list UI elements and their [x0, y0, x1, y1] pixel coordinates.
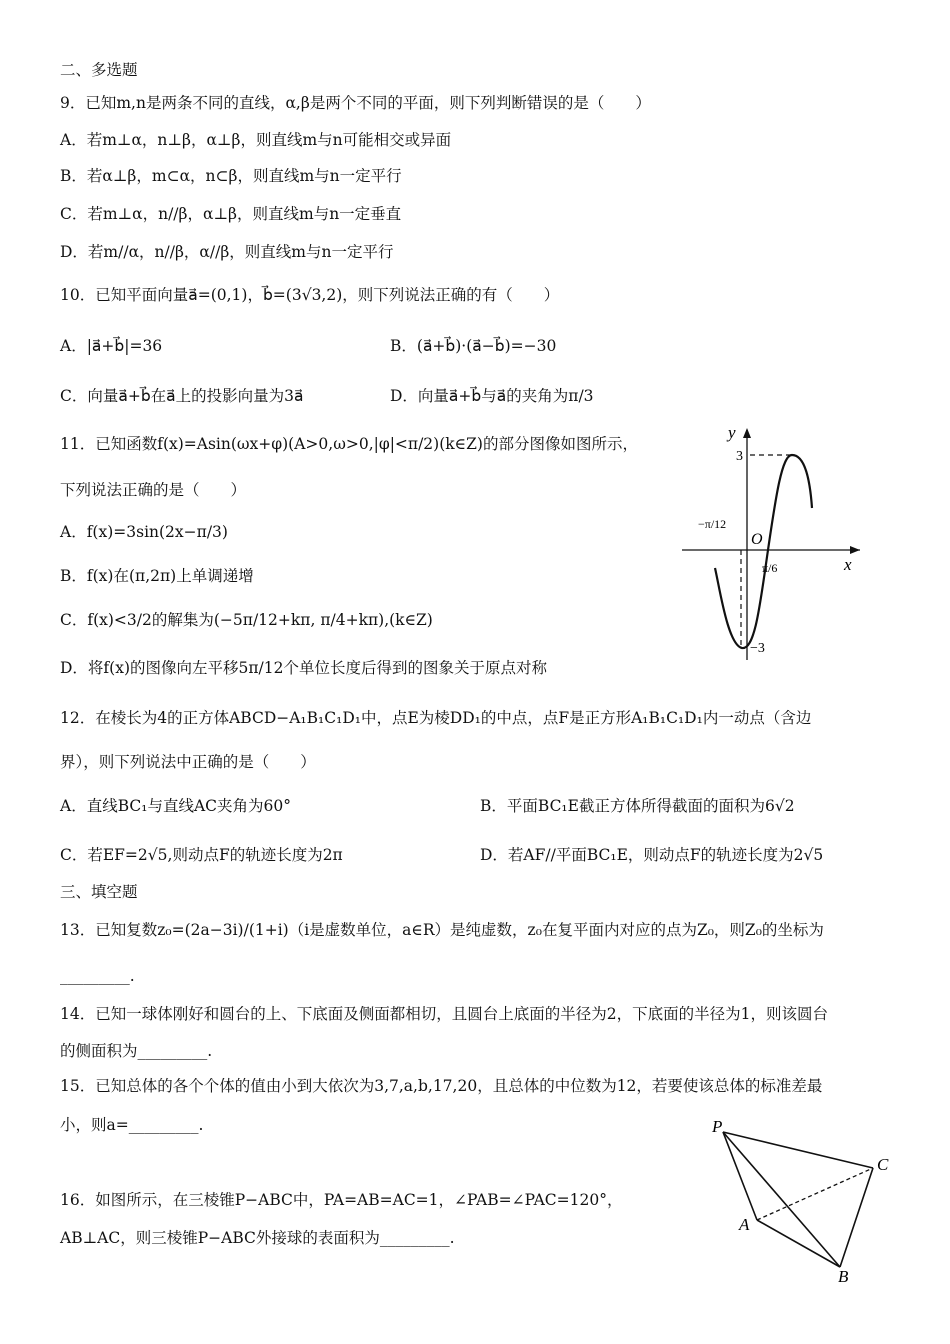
q15-stem-cont: 小，则a=_________.	[60, 1116, 204, 1134]
q15-stem: 15．已知总体的各个个体的值由小到大依次为3,7,a,b,17,20，且总体的中位数为12，若要使该总体的标准差最	[60, 1077, 823, 1095]
q11-option-d: D．将f(x)的图像向左平移5π/12个单位长度后得到的图象关于原点对称	[60, 659, 547, 677]
q12-stem-cont: 界），则下列说法中正确的是（ ）	[60, 753, 316, 771]
q11-option-a: A．f(x)=3sin(2x−π/3)	[60, 523, 228, 541]
q10-stem: 10．已知平面向量a⃗=(0,1)，b⃗=(3√3,2)，则下列说法正确的有（ ）	[60, 286, 560, 304]
q9-option-b: B．若α⊥β，m⊂α，n⊂β，则直线m与n一定平行	[60, 167, 402, 185]
max-value-label: 3	[736, 449, 743, 464]
q12-stem: 12．在棱长为4的正方体ABCD−A₁B₁C₁D₁中，点E为棱DD₁的中点，点F是正方形A₁B₁C₁D₁内一动点（含边	[60, 709, 812, 727]
q16-stem-cont: AB⊥AC，则三棱锥P−ABC外接球的表面积为_________.	[60, 1229, 455, 1247]
q12-option-a: A．直线BC₁与直线AC夹角为60°	[60, 797, 291, 815]
q9-option-c: C．若m⊥α，n//β，α⊥β，则直线m与n一定垂直	[60, 205, 402, 223]
q16-stem: 16．如图所示，在三棱锥P−ABC中，PA=AB=AC=1，∠PAB=∠PAC=120°，	[60, 1191, 623, 1209]
q14-stem: 14．已知一球体刚好和圆台的上、下底面及侧面都相切，且圆台上底面的半径为2，下底面的半径为1，则该圆台	[60, 1005, 828, 1023]
q10-option-a: A．|a⃗+b⃗|=36	[60, 337, 163, 355]
vertex-b-label: B	[838, 1267, 849, 1285]
x-axis-label: x	[844, 555, 852, 574]
edge-pa	[723, 1132, 757, 1220]
q11-stem: 11．已知函数f(x)=Asin(ωx+φ)(A>0,ω>0,|φ|<π/2)(k∈Z)的部分图像如图所示，	[60, 435, 638, 453]
x-axis-arrow-icon	[850, 546, 860, 554]
edge-pc	[723, 1132, 873, 1168]
q10-option-d: D．向量a⃗+b⃗与a⃗的夹角为π/3	[390, 387, 594, 405]
vertex-c-label: C	[877, 1155, 889, 1174]
section-multi-choice-heading: 二、多选题	[60, 61, 138, 79]
q13-stem: 13．已知复数z₀=(2a−3i)/(1+i)（i是虚数单位，a∈R）是纯虚数，z₀在复平面内对应的点为Z₀，则Z₀的坐标为	[60, 921, 824, 939]
q11-stem-cont: 下列说法正确的是（ ）	[60, 481, 247, 499]
q12-option-d: D．若AF//平面BC₁E，则动点F的轨迹长度为2√5	[480, 846, 824, 864]
edge-ab	[757, 1220, 840, 1267]
q9-option-a: A．若m⊥α，n⊥β，α⊥β，则直线m与n可能相交或异面	[60, 131, 452, 149]
q14-stem-cont: 的侧面积为_________.	[60, 1042, 213, 1060]
origin-label: O	[751, 531, 763, 548]
edge-ac-hidden	[757, 1168, 873, 1220]
neg-pi-12-label: −π/12	[698, 517, 727, 531]
q12-option-b: B．平面BC₁E截正方体所得截面的面积为6√2	[480, 797, 795, 815]
q12-option-c: C．若EF=2√5,则动点F的轨迹长度为2π	[60, 846, 343, 864]
y-axis-arrow-icon	[743, 428, 751, 438]
edge-cb	[840, 1168, 873, 1267]
q11-option-c: C．f(x)<3/2的解集为(−5π/12+kπ, π/4+kπ),(k∈Z)	[60, 611, 433, 629]
q13-blank: _________.	[60, 967, 135, 985]
edge-pb	[723, 1132, 840, 1267]
min-value-label: −3	[750, 641, 765, 656]
q11-graph-figure	[670, 420, 870, 670]
section-fill-blank-heading: 三、填空题	[60, 883, 138, 901]
vertex-a-label: A	[739, 1215, 750, 1234]
q16-pyramid-figure	[700, 1110, 900, 1285]
q11-option-b: B．f(x)在(π,2π)上单调递增	[60, 567, 254, 585]
q10-option-b: B．(a⃗+b⃗)·(a⃗−b⃗)=−30	[390, 337, 557, 355]
q9-option-d: D．若m//α，n//β，α//β，则直线m与n一定平行	[60, 243, 394, 261]
y-axis-label: y	[728, 423, 736, 442]
pi-6-label: π/6	[762, 561, 778, 575]
q10-option-c: C．向量a⃗+b⃗在a⃗上的投影向量为3a⃗	[60, 387, 304, 405]
vertex-p-label: P	[712, 1117, 723, 1136]
q9-stem: 9．已知m,n是两条不同的直线，α,β是两个不同的平面，则下列判断错误的是（ ）	[60, 94, 651, 112]
sine-curve	[715, 455, 812, 648]
